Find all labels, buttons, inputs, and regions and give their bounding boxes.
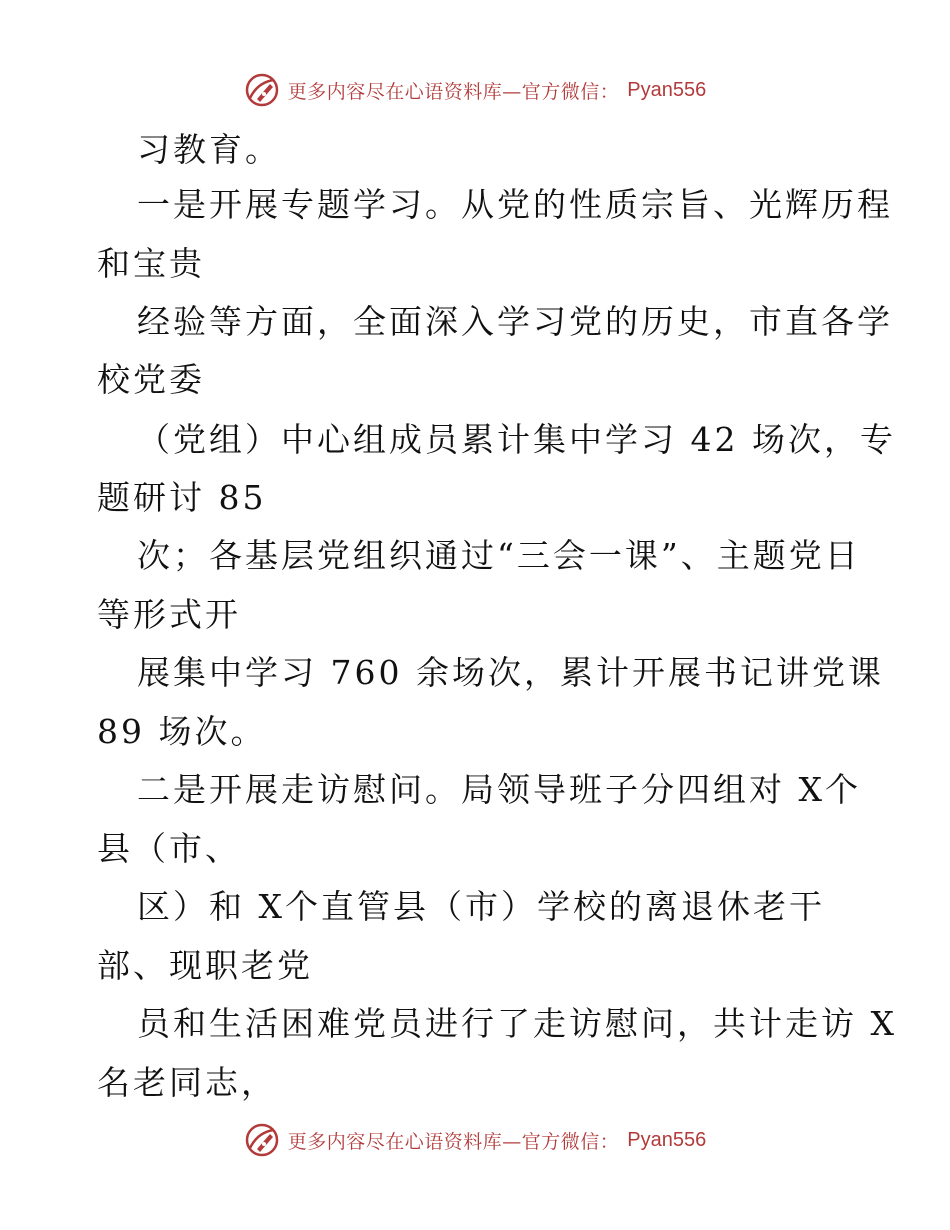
body-line: 等形式开 [97, 595, 241, 634]
header-wechat-id: Pyan556 [627, 78, 707, 101]
body-line: 展集中学习 760 余场次，累计开展书记讲党课 [137, 653, 884, 692]
body-line: 和宝贵 [97, 244, 205, 283]
pen-logo-icon [244, 72, 280, 108]
body-line: 部、现职老党 [97, 946, 313, 985]
footer-wechat-id: Pyan556 [627, 1128, 707, 1151]
body-line: 题研讨 85 [97, 478, 267, 517]
body-line: 校党委 [97, 360, 205, 399]
body-line: 习教育。 [137, 130, 281, 169]
footer-banner-text: 更多内容尽在心语资料库—官方微信： [287, 1130, 620, 1153]
body-line: 一是开展专题学习。从党的性质宗旨、光辉历程 [137, 185, 893, 224]
body-line: 89 场次。 [97, 712, 267, 751]
header-banner-text: 更多内容尽在心语资料库—官方微信： [287, 80, 620, 103]
body-line: 经验等方面，全面深入学习党的历史，市直各学 [137, 302, 893, 341]
body-line: （党组）中心组成员累计集中学习 42 场次，专 [137, 420, 896, 459]
footer-banner [0, 1120, 950, 1160]
body-line: 名老同志， [97, 1063, 277, 1102]
pen-logo-icon [244, 1122, 280, 1158]
body-line: 县（市、 [97, 829, 241, 868]
header-banner [0, 70, 950, 110]
body-line: 次；各基层党组织通过“三会一课”、主题党日 [137, 536, 861, 575]
body-line: 二是开展走访慰问。局领导班子分四组对 X个 [137, 770, 861, 809]
body-line: 员和生活困难党员进行了走访慰问，共计走访 X [137, 1004, 897, 1043]
body-line: 区）和 X个直管县（市）学校的离退休老干 [137, 887, 825, 926]
